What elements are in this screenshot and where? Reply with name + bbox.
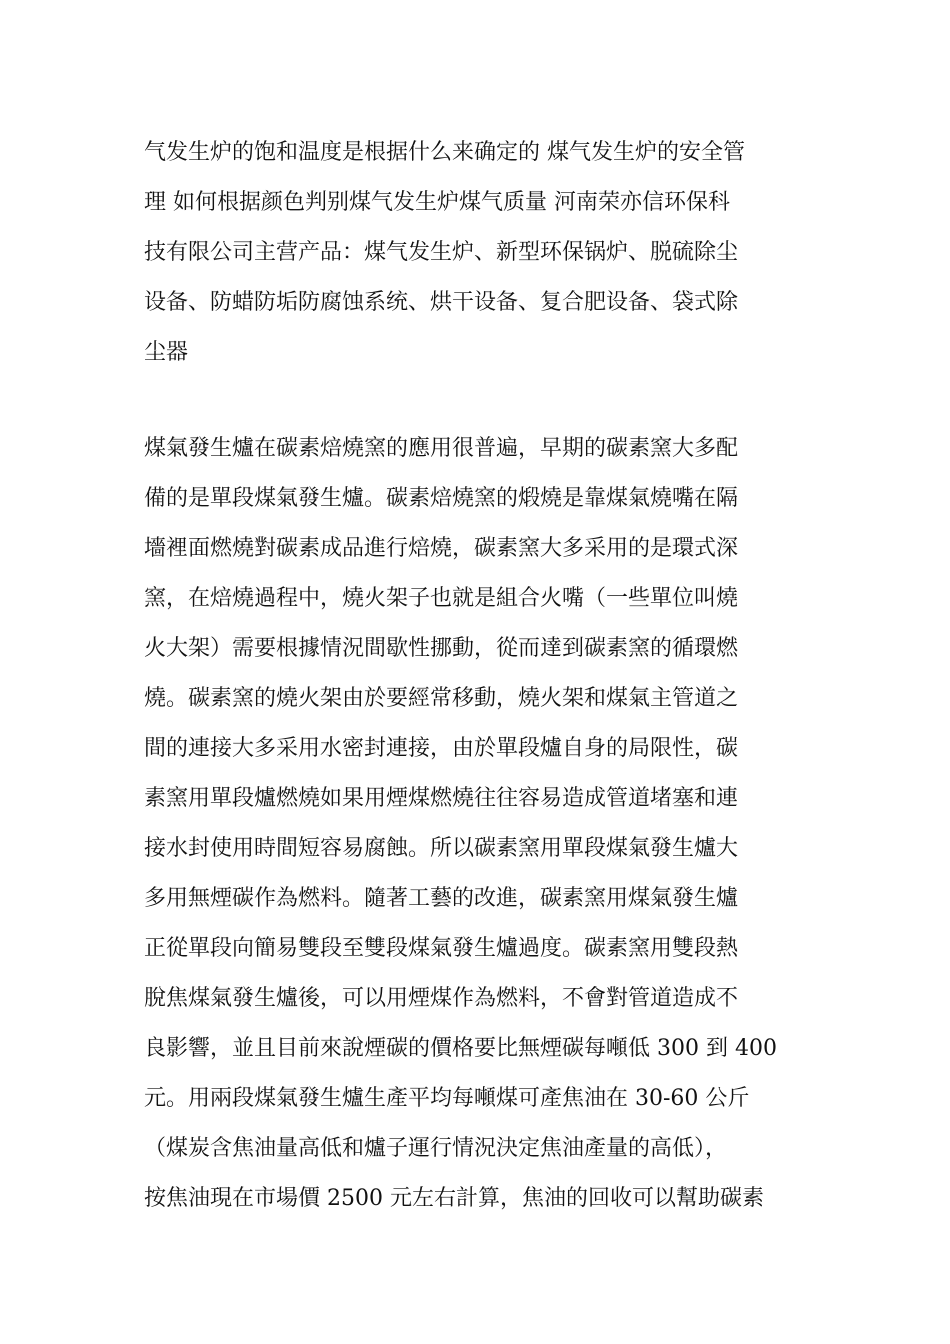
text-line: 良影響，並且目前來說煙碳的價格要比無煙碳每噸低 300 到 400 — [144, 1036, 777, 1061]
text-line: 多用無煙碳作為燃料。隨著工藝的改進，碳素窯用煤氣發生爐 — [144, 886, 739, 911]
text-line: 火大架）需要根據情況間歇性挪動，從而達到碳素窯的循環燃 — [144, 636, 739, 661]
text-line: 理 如何根据颜色判别煤气发生炉煤气质量 河南荣亦信环保科 — [144, 190, 730, 215]
text-line: 墻裡面燃燒對碳素成品進行焙燒，碳素窯大多采用的是環式深 — [144, 536, 739, 561]
text-line: 燒。碳素窯的燒火架由於要經常移動，燒火架和煤氣主管道之 — [144, 686, 739, 711]
text-line: 脫焦煤氣發生爐後，可以用煙煤作為燃料，不會對管道造成不 — [144, 986, 739, 1011]
text-line: 備的是單段煤氣發生爐。碳素焙燒窯的煅燒是靠煤氣燒嘴在隔 — [144, 486, 739, 511]
text-line: 元。用兩段煤氣發生爐生產平均每噸煤可產焦油在 30-60 公斤 — [144, 1086, 750, 1111]
text-line: 设备、防蜡防垢防腐蚀系统、烘干设备、复合肥设备、袋式除 — [144, 290, 739, 315]
text-line: 接水封使用時間短容易腐蝕。所以碳素窯用單段煤氣發生爐大 — [144, 836, 739, 861]
text-line: 窯，在焙燒過程中，燒火架子也就是組合火嘴（一些單位叫燒 — [144, 586, 739, 611]
text-line: 素窯用單段爐燃燒如果用煙煤燃燒往往容易造成管道堵塞和連 — [144, 786, 739, 811]
text-line: 煤氣發生爐在碳素焙燒窯的應用很普遍，早期的碳素窯大多配 — [144, 436, 739, 461]
text-line: 尘器 — [144, 340, 189, 365]
text-line: 气发生炉的饱和温度是根据什么来确定的 煤气发生炉的安全管 — [144, 140, 745, 165]
text-line: 正從單段向簡易雙段至雙段煤氣發生爐過度。碳素窯用雙段熱 — [144, 936, 739, 961]
text-line: 間的連接大多采用水密封連接，由於單段爐自身的局限性，碳 — [144, 736, 739, 761]
text-line: 技有限公司主营产品：煤气发生炉、新型环保锅炉、脱硫除尘 — [144, 240, 739, 265]
paragraph-carbon-kiln — [144, 424, 806, 1224]
text-line: （煤炭含焦油量高低和爐子運行情況決定焦油產量的高低）， — [144, 1136, 728, 1161]
text-line: 按焦油現在市場價 2500 元左右計算，焦油的回收可以幫助碳素 — [144, 1186, 764, 1211]
paragraph-product-intro — [144, 128, 806, 378]
